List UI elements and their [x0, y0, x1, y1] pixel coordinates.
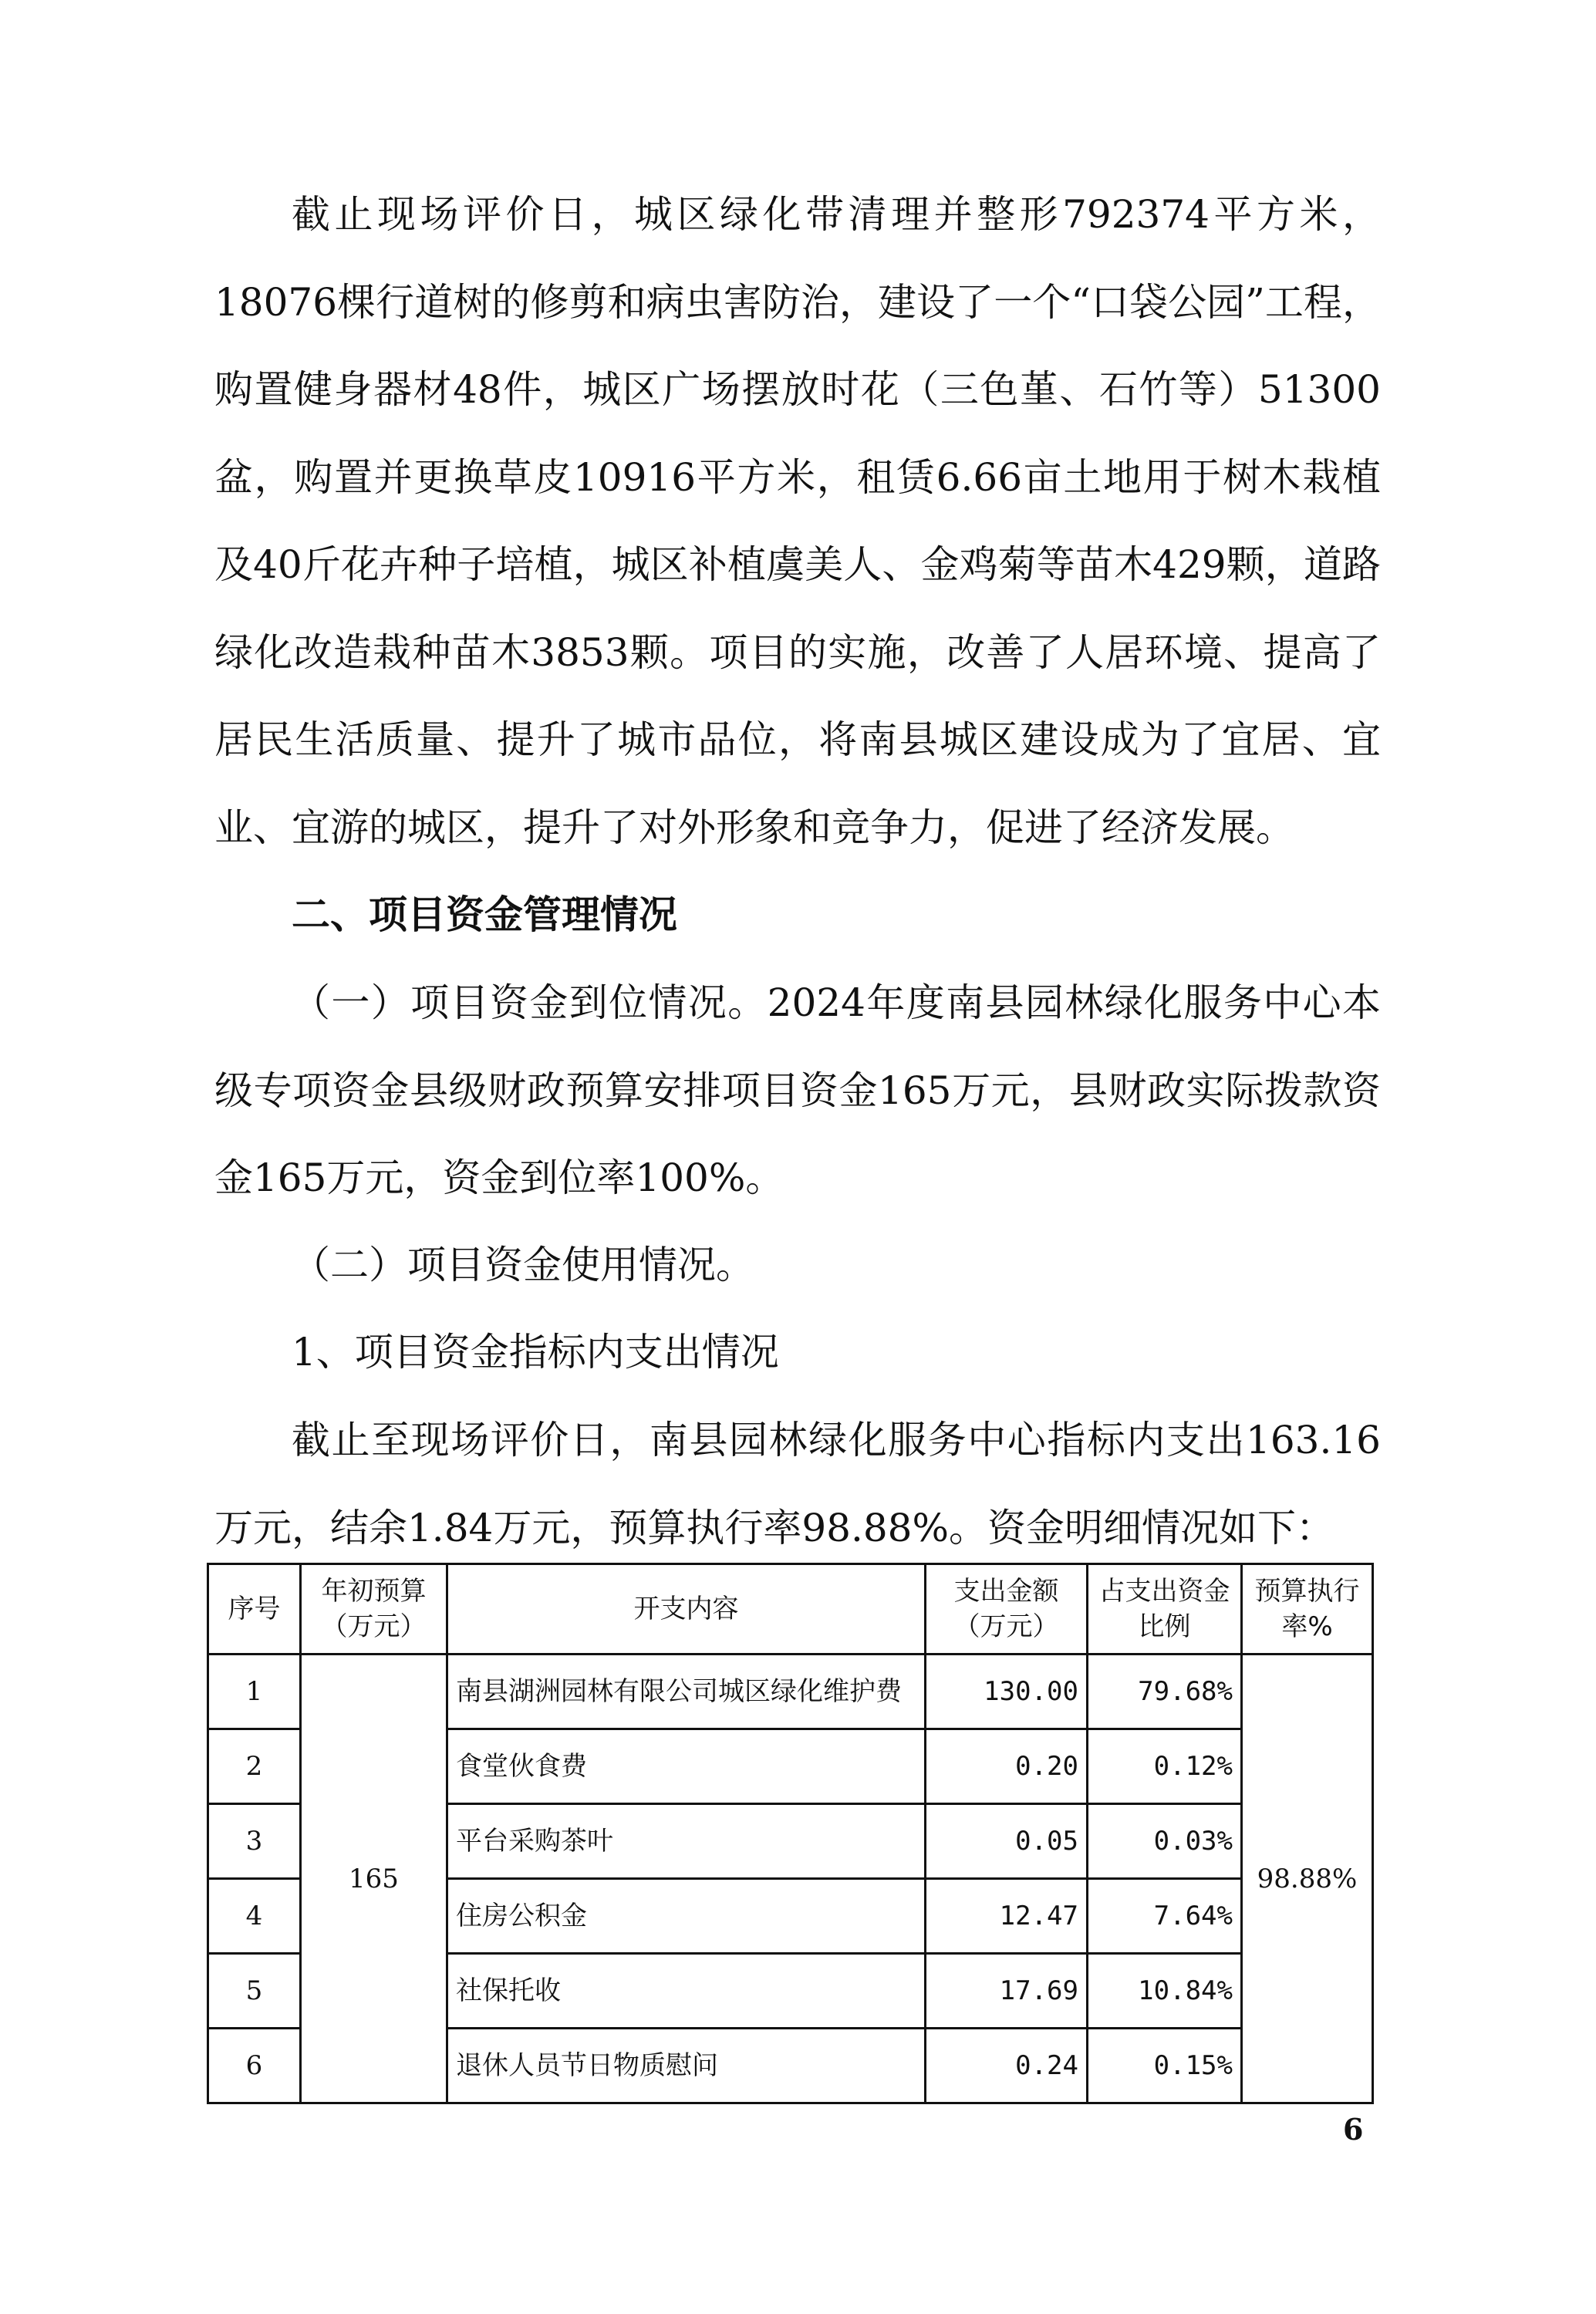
header-rate: 预算执行率%: [1242, 1564, 1373, 1655]
paragraph-funds-arrival: （一）项目资金到位情况。2024年度南县园林绿化服务中心本级专项资金县级财政预算安排项目资金165万元，县财政实际拨款资金165万元，资金到位率100%。: [214, 980, 1381, 1200]
fund-detail-table: [207, 1563, 1374, 2104]
section-heading-fund-management: 二、项目资金管理情况: [292, 892, 677, 937]
cell-content: 食堂伙食费: [447, 1729, 926, 1804]
cell-share: 10.84%: [1088, 1954, 1242, 2029]
cell-content: 退休人员节日物质慰问: [447, 2029, 926, 2103]
header-amount: 支出金额（万元）: [926, 1564, 1088, 1655]
page-number: 6: [1343, 2112, 1364, 2147]
cell-seq: 5: [208, 1954, 301, 2029]
cell-rate: 98.88%: [1242, 1655, 1373, 2103]
cell-share: 0.12%: [1088, 1729, 1242, 1804]
cell-seq: 2: [208, 1729, 301, 1804]
subheading-funds-usage: （二）项目资金使用情况。: [292, 1243, 754, 1287]
cell-amount: 130.00: [926, 1655, 1088, 1729]
cell-content: 住房公积金: [447, 1879, 926, 1954]
cell-amount: 0.20: [926, 1729, 1088, 1804]
cell-amount: 17.69: [926, 1954, 1088, 2029]
header-content: 开支内容: [447, 1564, 926, 1655]
cell-share: 7.64%: [1088, 1879, 1242, 1954]
subheading-in-quota-expense: 1、项目资金指标内支出情况: [292, 1330, 779, 1375]
header-seq: 序号: [208, 1564, 301, 1655]
cell-seq: 4: [208, 1879, 301, 1954]
cell-share: 0.03%: [1088, 1804, 1242, 1879]
cell-amount: 0.05: [926, 1804, 1088, 1879]
cell-amount: 0.24: [926, 2029, 1088, 2103]
cell-content: 南县湖洲园林有限公司城区绿化维护费: [447, 1655, 926, 1729]
header-share: 占支出资金比例: [1088, 1564, 1242, 1655]
cell-share: 79.68%: [1088, 1655, 1242, 1729]
cell-seq: 3: [208, 1804, 301, 1879]
cell-share: 0.15%: [1088, 2029, 1242, 2103]
header-budget: 年初预算（万元）: [301, 1564, 447, 1655]
paragraph-expense-summary: 截止至现场评价日，南县园林绿化服务中心指标内支出163.16万元，结余1.84万元，预算执行率98.88%。资金明细情况如下：: [214, 1418, 1381, 1550]
table-row: [208, 1655, 1373, 1729]
cell-seq: 6: [208, 2029, 301, 2103]
cell-budget: 165: [301, 1655, 447, 2103]
cell-content: 社保托收: [447, 1954, 926, 2029]
cell-seq: 1: [208, 1655, 301, 1729]
table-header-row: [208, 1564, 1373, 1655]
cell-content: 平台采购茶叶: [447, 1804, 926, 1879]
cell-amount: 12.47: [926, 1879, 1088, 1954]
paragraph-results: 截止现场评价日，城区绿化带清理并整形792374平方米，18076棵行道树的修剪和病虫害防治，建设了一个“口袋公园”工程，购置健身器材48件，城区广场摆放时花（三色堇、石竹等）51300盆，购置并更换草皮10916平方米，租赁6.66亩土地用于树木栽植及40斤花卉种子培植，城区补植虞美人、金鸡菊等苗木429颗，道路绿化改造栽种苗木3853颗。项目的实施，改善了人居环境、提高了居民生活质量、提升了城市品位，将南县城区建设成为了宜居、宜业、宜游的城区，提升了对外形象和竞争力，促进了经济发展。: [214, 192, 1381, 850]
